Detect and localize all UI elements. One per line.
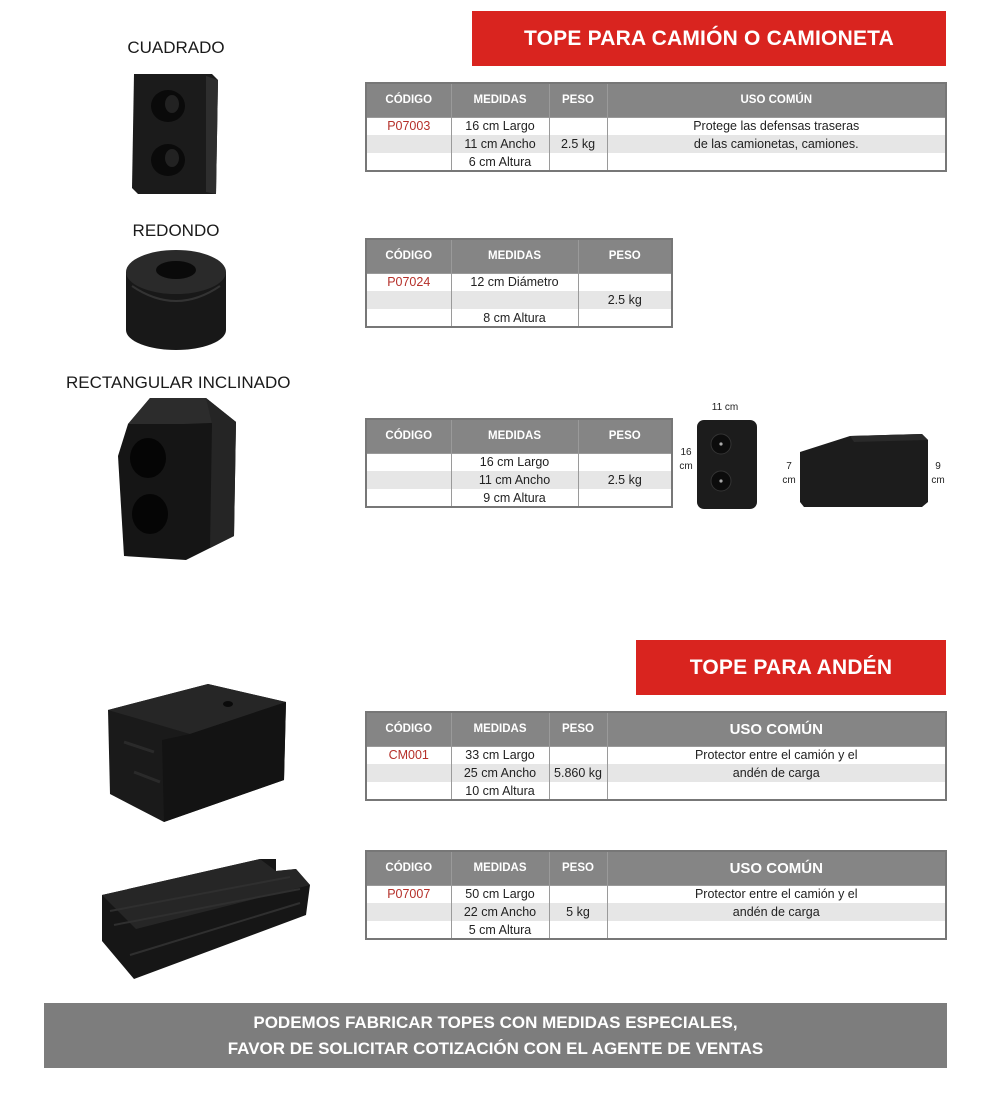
header-uso: USO COMÚN	[607, 83, 946, 117]
dim-side-low: 7 cm	[782, 461, 796, 486]
table-row	[366, 782, 946, 800]
product-image-dock-wedge	[100, 855, 312, 981]
header-peso: PESO	[549, 712, 607, 746]
section-title-dock: TOPE PARA ANDÉN	[689, 655, 893, 679]
measure-cell: 11 cm Ancho	[451, 471, 578, 489]
measure-cell: 8 cm Altura	[451, 309, 578, 327]
header-medidas: MEDIDAS	[451, 712, 549, 746]
header-medidas: MEDIDAS	[451, 83, 549, 117]
header-codigo: CÓDIGO	[366, 851, 451, 885]
header-peso: PESO	[578, 239, 672, 273]
table-row	[366, 764, 946, 782]
footer-line-2: FAVOR DE SOLICITAR COTIZACIÓN CON EL AGENTE DE VENTAS	[227, 1038, 764, 1058]
header-codigo: CÓDIGO	[366, 712, 451, 746]
weight-cell: 5.860 kg	[549, 764, 607, 782]
measure-cell: 11 cm Ancho	[451, 135, 549, 153]
table-row	[366, 921, 946, 939]
table-row	[366, 153, 946, 171]
spec-table-inclined	[365, 418, 673, 508]
product-image-dock-block	[104, 682, 288, 824]
section-title-truck: TOPE PARA CAMIÓN O CAMIONETA	[524, 26, 894, 50]
weight-cell: 2.5 kg	[578, 471, 672, 489]
product-code: CM001	[366, 746, 451, 764]
table-row	[366, 903, 946, 921]
spec-table-cm001	[365, 711, 947, 801]
header-codigo: CÓDIGO	[366, 83, 451, 117]
table-row	[366, 453, 672, 471]
header-codigo: CÓDIGO	[366, 239, 451, 273]
measure-cell: 10 cm Altura	[451, 782, 549, 800]
dim-side-high: 9 cm	[931, 461, 945, 486]
measure-cell: 50 cm Largo	[451, 885, 549, 903]
diagram-side-view	[798, 432, 930, 508]
spec-table-p07003	[365, 82, 947, 172]
section-banner-truck	[472, 11, 946, 66]
header-medidas: MEDIDAS	[451, 239, 578, 273]
table-row	[366, 273, 672, 291]
section-banner-dock	[636, 640, 946, 695]
header-uso: USO COMÚN	[607, 851, 946, 885]
header-uso: USO COMÚN	[607, 712, 946, 746]
table-row	[366, 885, 946, 903]
header-medidas: MEDIDAS	[451, 419, 578, 453]
diagram-front-view	[696, 419, 758, 511]
use-cell: Protector entre el camión y el	[607, 885, 946, 903]
table-row	[366, 471, 672, 489]
header-peso: PESO	[549, 851, 607, 885]
use-cell: Protector entre el camión y el	[607, 746, 946, 764]
use-cell: andén de carga	[607, 903, 946, 921]
table-row	[366, 291, 672, 309]
measure-cell: 5 cm Altura	[451, 921, 549, 939]
measure-cell: 6 cm Altura	[451, 153, 549, 171]
use-cell: andén de carga	[607, 764, 946, 782]
measure-cell: 12 cm Diámetro	[451, 273, 578, 291]
spec-table-p07024	[365, 238, 673, 328]
product-code: P07024	[366, 273, 451, 291]
weight-cell: 2.5 kg	[578, 291, 672, 309]
measure-cell: 22 cm Ancho	[451, 903, 549, 921]
table-row	[366, 489, 672, 507]
weight-cell: 5 kg	[549, 903, 607, 921]
product-image-square-bumper	[128, 70, 223, 198]
product-label-redondo: REDONDO	[132, 221, 220, 240]
table-row	[366, 309, 672, 327]
product-image-inclined-bumper	[114, 396, 238, 562]
product-label-cuadrado: CUADRADO	[127, 38, 225, 57]
measure-cell: 16 cm Largo	[451, 453, 578, 471]
header-peso: PESO	[549, 83, 607, 117]
product-code: P07007	[366, 885, 451, 903]
product-code	[366, 453, 451, 471]
header-peso: PESO	[578, 419, 672, 453]
product-image-round-bumper	[122, 246, 230, 354]
product-label-rectangular-inclinado: RECTANGULAR INCLINADO	[66, 373, 291, 392]
measure-cell: 9 cm Altura	[451, 489, 578, 507]
table-row	[366, 746, 946, 764]
dim-front-width: 11 cm	[711, 402, 739, 413]
use-cell: Protege las defensas traseras	[607, 117, 946, 135]
table-row	[366, 135, 946, 153]
header-codigo: CÓDIGO	[366, 419, 451, 453]
product-code: P07003	[366, 117, 451, 135]
use-cell: de las camionetas, camiones.	[607, 135, 946, 153]
measure-cell: 25 cm Ancho	[451, 764, 549, 782]
footer-line-1: PODEMOS FABRICAR TOPES CON MEDIDAS ESPECIALES,	[253, 1012, 738, 1032]
spec-table-p07007	[365, 850, 947, 940]
measure-cell: 33 cm Largo	[451, 746, 549, 764]
table-row	[366, 117, 946, 135]
measure-cell: 16 cm Largo	[451, 117, 549, 135]
header-medidas: MEDIDAS	[451, 851, 549, 885]
weight-cell: 2.5 kg	[549, 135, 607, 153]
footer-banner	[44, 1003, 947, 1068]
dim-front-height: 16 cm	[679, 447, 693, 472]
